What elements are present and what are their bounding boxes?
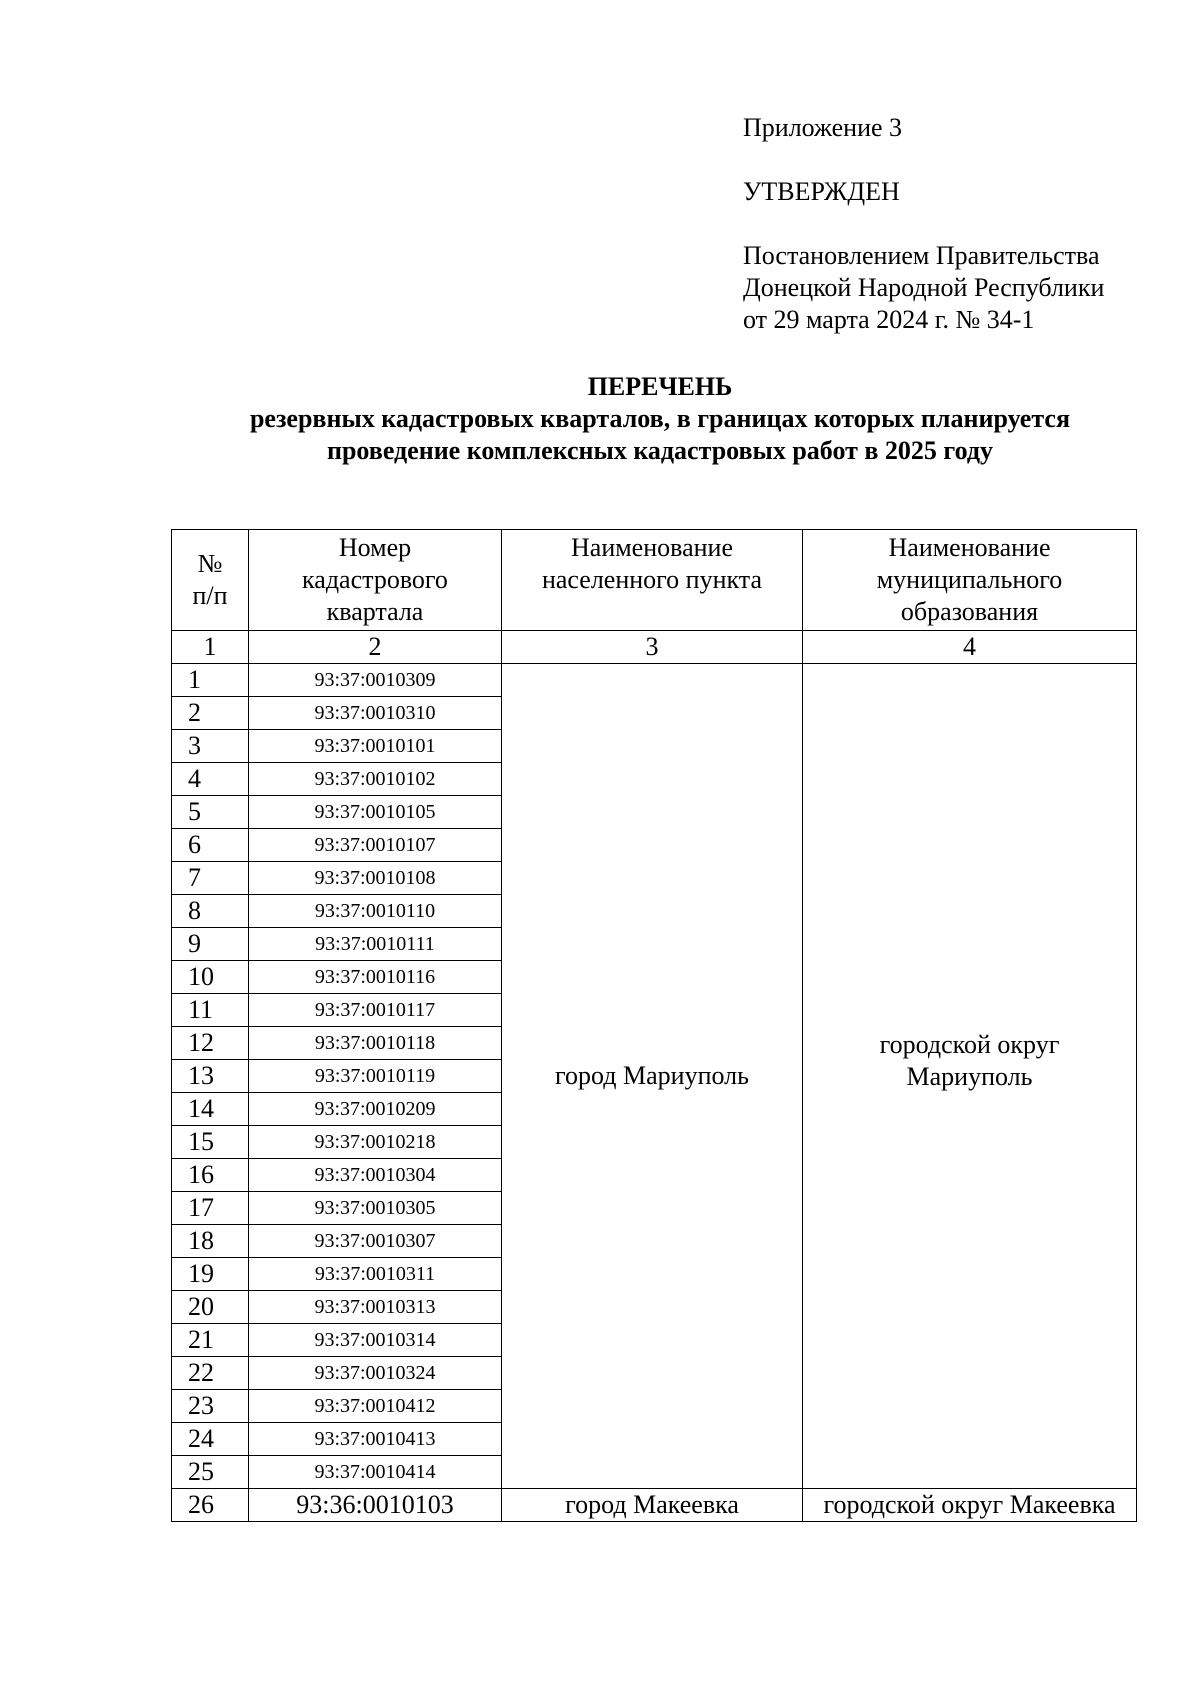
row-number: 22 — [172, 1357, 249, 1390]
header-municipality: Наименование муниципального образования — [803, 530, 1137, 631]
cadastral-quarters-table — [171, 529, 1137, 1522]
table-header-row — [172, 530, 1137, 631]
cadastral-number: 93:37:0010117 — [249, 994, 502, 1027]
row-number: 20 — [172, 1291, 249, 1324]
column-number: 4 — [803, 631, 1137, 664]
row-number: 9 — [172, 928, 249, 961]
row-number: 15 — [172, 1126, 249, 1159]
cadastral-number: 93:37:0010313 — [249, 1291, 502, 1324]
row-number: 26 — [172, 1489, 249, 1522]
decree-line: Постановлением Правительства — [743, 241, 1100, 270]
column-number: 3 — [502, 631, 803, 664]
row-number: 3 — [172, 730, 249, 763]
decree-line: от 29 марта 2024 г. № 34-1 — [743, 305, 1035, 334]
cadastral-number: 93:37:0010314 — [249, 1324, 502, 1357]
settlement-name: город Мариуполь — [502, 664, 803, 1489]
row-number: 24 — [172, 1423, 249, 1456]
cadastral-number: 93:37:0010307 — [249, 1225, 502, 1258]
cadastral-number: 93:37:0010111 — [249, 928, 502, 961]
cadastral-number: 93:37:0010310 — [249, 697, 502, 730]
column-number: 1 — [172, 631, 249, 664]
cadastral-number: 93:37:0010102 — [249, 763, 502, 796]
row-number: 16 — [172, 1159, 249, 1192]
municipality-name: городской округ Мариуполь — [803, 664, 1137, 1489]
row-number: 5 — [172, 796, 249, 829]
cadastral-number: 93:37:0010101 — [249, 730, 502, 763]
municipality-name: городской округ Макеевка — [803, 1489, 1137, 1522]
row-number: 10 — [172, 961, 249, 994]
row-number: 6 — [172, 829, 249, 862]
cadastral-number: 93:37:0010414 — [249, 1456, 502, 1489]
appendix-label: Приложение 3 — [743, 113, 903, 142]
row-number: 13 — [172, 1060, 249, 1093]
cadastral-number: 93:37:0010412 — [249, 1390, 502, 1423]
cadastral-number: 93:37:0010116 — [249, 961, 502, 994]
cadastral-number: 93:37:0010305 — [249, 1192, 502, 1225]
header-settlement: Наименование населенного пункта — [502, 530, 803, 631]
settlement-name: город Макеевка — [502, 1489, 803, 1522]
table-row — [172, 1489, 1137, 1522]
row-number: 2 — [172, 697, 249, 730]
cadastral-number: 93:37:0010119 — [249, 1060, 502, 1093]
cadastral-number: 93:37:0010311 — [249, 1258, 502, 1291]
row-number: 12 — [172, 1027, 249, 1060]
table-row — [172, 664, 1137, 697]
cadastral-number: 93:37:0010218 — [249, 1126, 502, 1159]
title-line: ПЕРЕЧЕНЬ — [587, 372, 733, 401]
cadastral-number: 93:37:0010413 — [249, 1423, 502, 1456]
row-number: 4 — [172, 763, 249, 796]
row-number: 18 — [172, 1225, 249, 1258]
cadastral-number: 93:37:0010324 — [249, 1357, 502, 1390]
column-numbers-row — [172, 631, 1137, 664]
header-number: № п/п — [172, 530, 249, 631]
row-number: 14 — [172, 1093, 249, 1126]
row-number: 17 — [172, 1192, 249, 1225]
cadastral-number: 93:37:0010107 — [249, 829, 502, 862]
cadastral-number: 93:37:0010209 — [249, 1093, 502, 1126]
row-number: 11 — [172, 994, 249, 1027]
row-number: 21 — [172, 1324, 249, 1357]
column-number: 2 — [249, 631, 502, 664]
approved-label: УТВЕРЖДЕН — [743, 177, 900, 206]
row-number: 25 — [172, 1456, 249, 1489]
row-number: 23 — [172, 1390, 249, 1423]
document-title — [130, 371, 1190, 467]
row-number: 19 — [172, 1258, 249, 1291]
cadastral-number: 93:36:0010103 — [249, 1489, 502, 1522]
row-number: 7 — [172, 862, 249, 895]
cadastral-number: 93:37:0010108 — [249, 862, 502, 895]
cadastral-number: 93:37:0010105 — [249, 796, 502, 829]
cadastral-number: 93:37:0010304 — [249, 1159, 502, 1192]
cadastral-number: 93:37:0010110 — [249, 895, 502, 928]
title-line: проведение комплексных кадастровых работ в 2025 году — [326, 436, 993, 465]
title-line: резервных кадастровых кварталов, в границах которых планируется — [249, 404, 1071, 433]
row-number: 8 — [172, 895, 249, 928]
approval-block — [743, 112, 1104, 336]
header-cadastral-number: Номер кадастрового квартала — [249, 530, 502, 631]
cadastral-number: 93:37:0010309 — [249, 664, 502, 697]
decree-line: Донецкой Народной Республики — [743, 273, 1105, 302]
cadastral-number: 93:37:0010118 — [249, 1027, 502, 1060]
row-number: 1 — [172, 664, 249, 697]
